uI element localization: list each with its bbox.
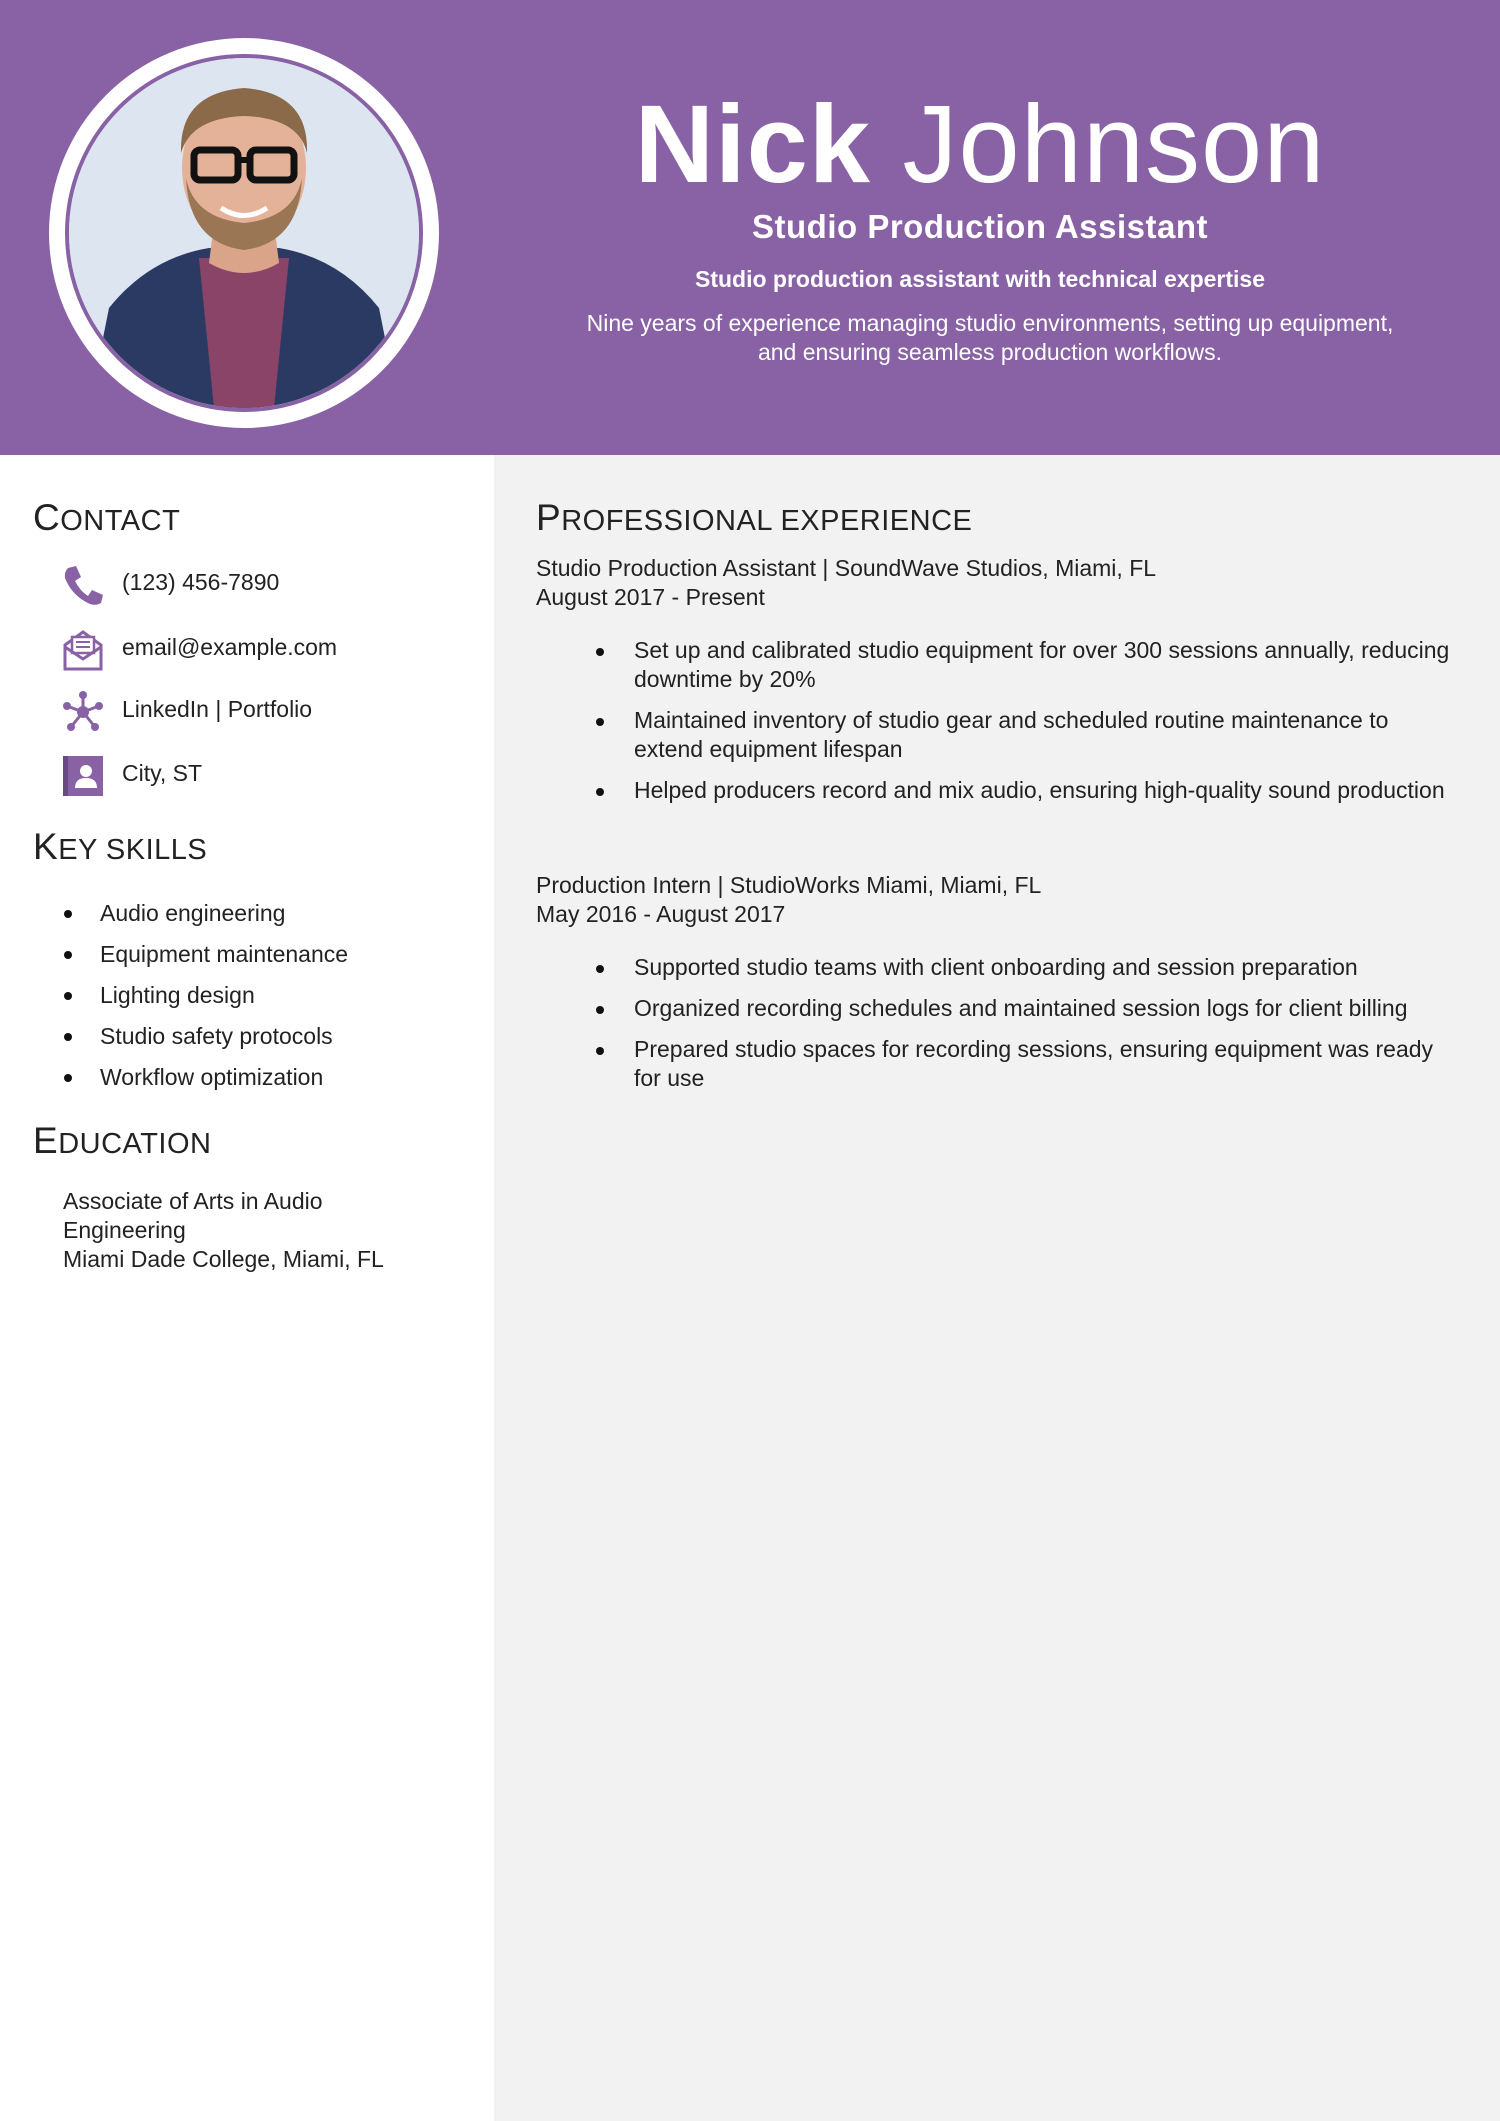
- skill-item: Lighting design: [62, 975, 482, 1016]
- education-heading-cap: E: [33, 1120, 59, 1161]
- contact-heading-rest: ONTACT: [60, 505, 181, 537]
- experience-heading-rest: ROFESSIONAL EXPERIENCE: [561, 505, 973, 537]
- experience-heading-cap: P: [536, 497, 562, 538]
- job-bullet: Maintained inventory of studio gear and scheduled routine maintenance to extend equipment lifespan: [594, 706, 1454, 764]
- job-title: Studio Production Assistant: [752, 208, 1208, 245]
- contact-card-icon: [60, 753, 106, 799]
- education-entry: [63, 1187, 423, 1274]
- contact-email: [60, 627, 480, 673]
- degree-line-1: Associate of Arts in Audio: [63, 1188, 323, 1214]
- job-header: [536, 554, 1156, 612]
- job-bullet: Organized recording schedules and maintained session logs for client billing: [594, 994, 1454, 1023]
- first-name: Nick: [634, 83, 871, 206]
- job-bullet: Supported studio teams with client onboarding and session preparation: [594, 953, 1454, 982]
- education-heading-rest: DUCATION: [58, 1128, 212, 1160]
- skills-heading: [33, 826, 207, 868]
- contact-location: [60, 753, 480, 799]
- profile-photo: [65, 54, 423, 412]
- experience-heading: [536, 497, 972, 539]
- skills-list: [62, 893, 482, 1098]
- skill-item: Audio engineering: [62, 893, 482, 934]
- contact-phone: [60, 562, 480, 608]
- job-bullet: Set up and calibrated studio equipment for over 300 sessions annually, reducing downtime by 20%: [594, 636, 1454, 694]
- network-icon: [60, 689, 106, 735]
- job-header: [536, 871, 1041, 929]
- job-bullet: Helped producers record and mix audio, ensuring high-quality sound production: [594, 776, 1454, 805]
- location-text: City, ST: [122, 760, 203, 786]
- school: Miami Dade College, Miami, FL: [63, 1246, 384, 1272]
- summary-line-2: and ensuring seamless production workflows.: [757, 339, 1223, 365]
- job-dates: May 2016 - August 2017: [536, 901, 786, 927]
- phone-text: (123) 456-7890: [122, 569, 280, 595]
- job-bullet: Prepared studio spaces for recording sessions, ensuring equipment was ready for use: [594, 1035, 1454, 1093]
- portrait-illustration: [69, 58, 419, 408]
- skills-heading-rest: EY SKILLS: [58, 834, 208, 866]
- skills-heading-cap: K: [33, 826, 59, 867]
- candidate-name: [560, 80, 1400, 210]
- education-heading: [33, 1120, 211, 1162]
- tagline: Studio production assistant with technical expertise: [695, 266, 1265, 292]
- last-name: Johnson: [902, 83, 1326, 206]
- links-text: LinkedIn | Portfolio: [122, 696, 313, 722]
- skill-item: Equipment maintenance: [62, 934, 482, 975]
- email-text: email@example.com: [122, 634, 338, 660]
- phone-icon: [60, 562, 106, 608]
- job-dates: August 2017 - Present: [536, 584, 765, 610]
- job-role: Production Intern | StudioWorks Miami, Miami, FL: [536, 872, 1042, 898]
- skill-item: Studio safety protocols: [62, 1016, 482, 1057]
- summary-line-1: Nine years of experience managing studio environments, setting up equipment,: [586, 310, 1394, 336]
- degree-line-2: Engineering: [63, 1217, 186, 1243]
- envelope-icon: [60, 627, 106, 673]
- contact-heading-cap: C: [33, 497, 61, 538]
- summary: [540, 309, 1440, 367]
- profile-photo-frame: [49, 38, 439, 428]
- job-bullets: [594, 636, 1454, 817]
- job-role: Studio Production Assistant | SoundWave Studios, Miami, FL: [536, 555, 1157, 581]
- header-banner: [0, 0, 1500, 455]
- job-bullets: [594, 953, 1454, 1105]
- contact-heading: [33, 497, 180, 539]
- contact-links: [60, 689, 480, 735]
- skill-item: Workflow optimization: [62, 1057, 482, 1098]
